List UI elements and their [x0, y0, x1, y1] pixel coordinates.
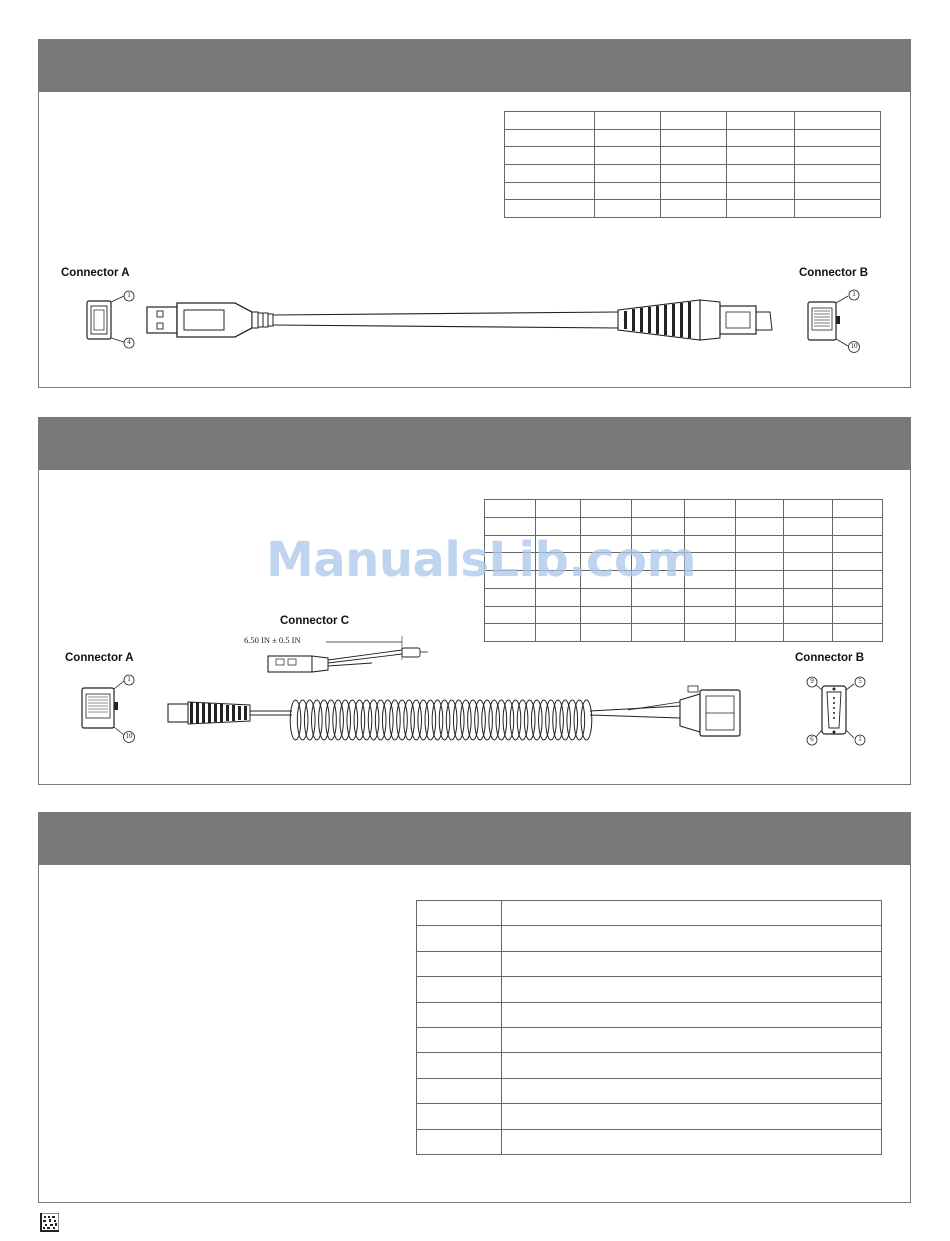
table-row — [417, 977, 882, 1002]
table-row — [485, 606, 883, 624]
connector-a-face-diagram — [76, 670, 146, 744]
table-row — [417, 1104, 882, 1129]
table-row — [417, 901, 882, 926]
table-row — [505, 182, 881, 200]
pinout-table-1 — [504, 111, 881, 218]
table-row — [417, 1078, 882, 1103]
panel-header-2 — [39, 418, 910, 470]
table-row — [417, 951, 882, 976]
watermark-text: ManualsLib.com — [266, 532, 696, 588]
panel-header-3 — [39, 813, 910, 865]
table-row — [417, 926, 882, 951]
connector-a-label: Connector A — [65, 652, 134, 664]
connector-c-diagram — [262, 630, 442, 680]
pin-number: 1 — [858, 735, 862, 743]
pin-number: 10 — [850, 342, 858, 350]
connector-b-label: Connector B — [799, 267, 868, 279]
pin-number: 1 — [127, 291, 131, 299]
pin-number: 5 — [858, 677, 862, 685]
table-row — [417, 1027, 882, 1052]
datamatrix-code — [40, 1213, 59, 1232]
pin-number: 1 — [852, 290, 856, 298]
table-row — [417, 1002, 882, 1027]
table-row — [417, 1053, 882, 1078]
pin-number: 4 — [127, 338, 131, 346]
table-row — [505, 200, 881, 218]
table-row — [485, 535, 883, 553]
connector-a-label: Connector A — [61, 267, 130, 279]
dimension-label: 6.50 IN ± 0.5 IN — [244, 635, 301, 645]
table-row — [505, 164, 881, 182]
coiled-cable-diagram — [160, 680, 750, 750]
table-row — [417, 1129, 882, 1154]
coil-loop — [581, 700, 592, 740]
connector-b-label: Connector B — [795, 652, 864, 664]
table-row — [485, 624, 883, 642]
pinout-table-2 — [484, 499, 883, 642]
usb-cable-diagram — [140, 290, 790, 350]
table-row — [485, 553, 883, 571]
connector-c-label: Connector C — [280, 615, 349, 627]
table-row — [485, 571, 883, 589]
pin-number: 1 — [127, 675, 131, 683]
table-row — [485, 500, 883, 518]
table-row — [485, 588, 883, 606]
table-row — [505, 129, 881, 147]
pin-number: 10 — [125, 732, 133, 740]
pin-number: 9 — [810, 677, 814, 685]
table-row — [505, 147, 881, 165]
panel-header-1 — [39, 40, 910, 92]
table-row — [505, 112, 881, 130]
pin-number: 6 — [810, 735, 814, 743]
pinout-table-3 — [416, 900, 882, 1155]
table-row — [485, 517, 883, 535]
